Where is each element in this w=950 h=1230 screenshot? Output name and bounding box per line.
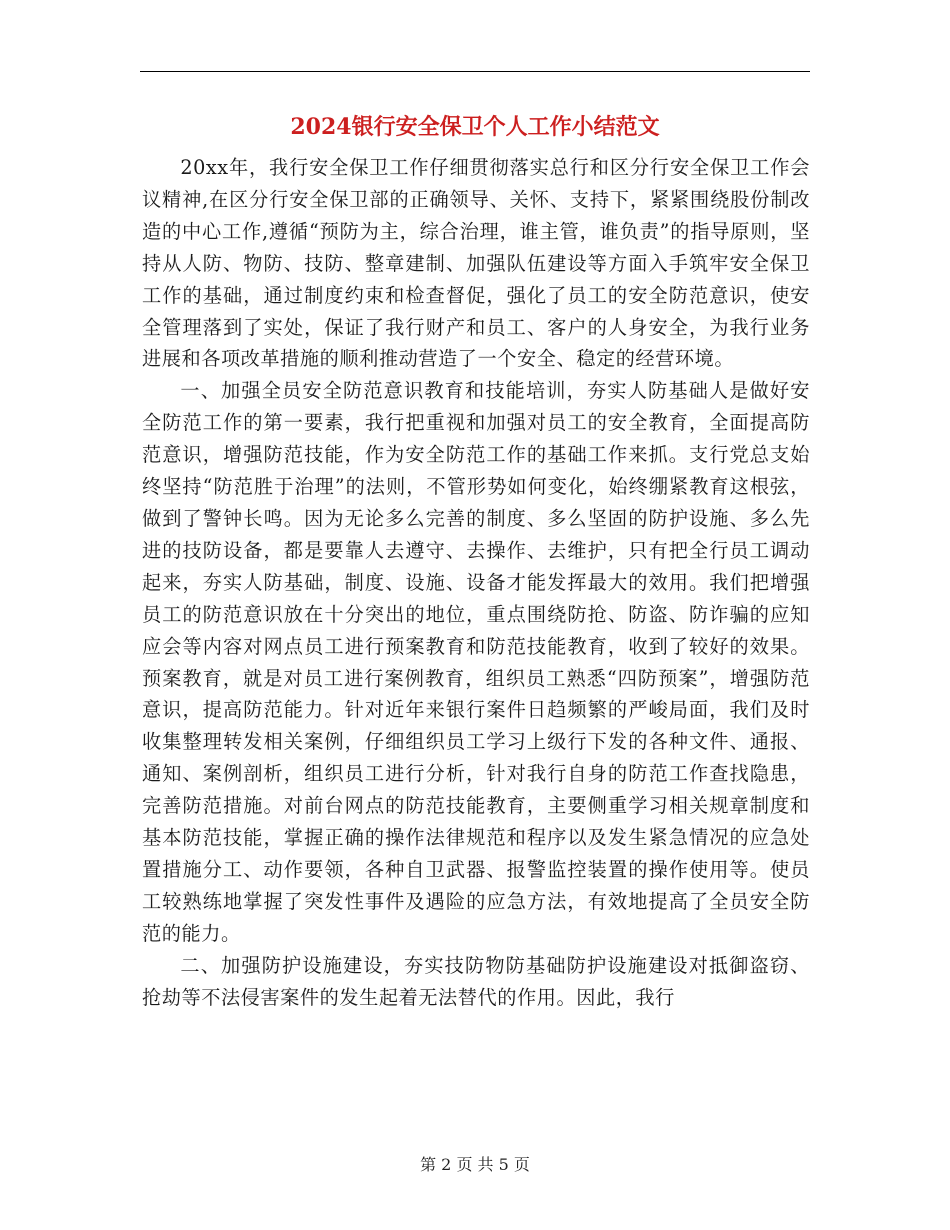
body-paragraph-intro: 20xx年，我行安全保卫工作仔细贯彻落实总行和区分行安全保卫工作会议精神,在区分行安全保卫部的正确领导、关怀、支持下，紧紧围绕股份制改造的中心工作,遵循“预防为主，综合治理，谁主管，谁负责”的指导原则，坚持从人防、物防、技防、整章建制、加强队伍建设等方面入手筑牢安全保卫工作的基础，通过制度约束和检查督促，强化了员工的安全防范意识，使安全管理落到了实处，保证了我行财产和员工、客户的人身安全，为我行业务进展和各项改革措施的顺利推动营造了一个安全、稳定的经营环境。 (142, 156, 810, 371)
header-rule (140, 71, 810, 72)
body-paragraph-section-1: 一、加强全员安全防范意识教育和技能培训，夯实人防基础人是做好安全防范工作的第一要素，我行把重视和加强对员工的安全教育，全面提高防范意识，增强防范技能，作为安全防范工作的基础工作来抓。支行党总支始终坚持“防范胜于治理”的法则，不管形势如何变化，始终绷紧教育这根弦，做到了警钟长鸣。因为无论多么完善的制度、多么坚固的防护设施、多么先进的技防设备，都是要靠人去遵守、去操作、去维护，只有把全行员工调动起来，夯实人防基础，制度、设施、设备才能发挥最大的效用。我们把增强员工的防范意识放在十分突出的地位，重点围绕防抢、防盗、防诈骗的应知应会等内容对网点员工进行预案教育和防范技能教育，收到了较好的效果。预案教育，就是对员工进行案例教育，组织员工熟悉“四防预案”，增强防范意识，提高防范能力。针对近年来银行案件日趋频繁的严峻局面，我们及时收集整理转发相关案例，仔细组织员工学习上级行下发的各种文件、通报、通知、案例剖析，组织员工进行分析，针对我行自身的防范工作查找隐患，完善防范措施。对前台网点的防范技能教育，主要侧重学习相关规章制度和基本防范技能，掌握正确的操作法律规范和程序以及发生紧急情况的应急处置措施分工、动作要领，各种自卫武器、报警监控装置的操作使用等。使员工较熟练地掌握了突发性事件及遇险的应急方法，有效地提高了全员安全防范的能力。 (142, 379, 810, 945)
document-title: 2024银行安全保卫个人工作小结范文 (290, 114, 660, 140)
body-paragraph-section-2: 二、加强防护设施建设，夯实技防物防基础防护设施建设对抵御盗窃、抢劫等不法侵害案件的发生起着无法替代的作用。因此，我行 (142, 953, 810, 1009)
document-body (142, 152, 810, 1013)
page-number-footer: 第 2 页 共 5 页 (420, 1155, 530, 1174)
